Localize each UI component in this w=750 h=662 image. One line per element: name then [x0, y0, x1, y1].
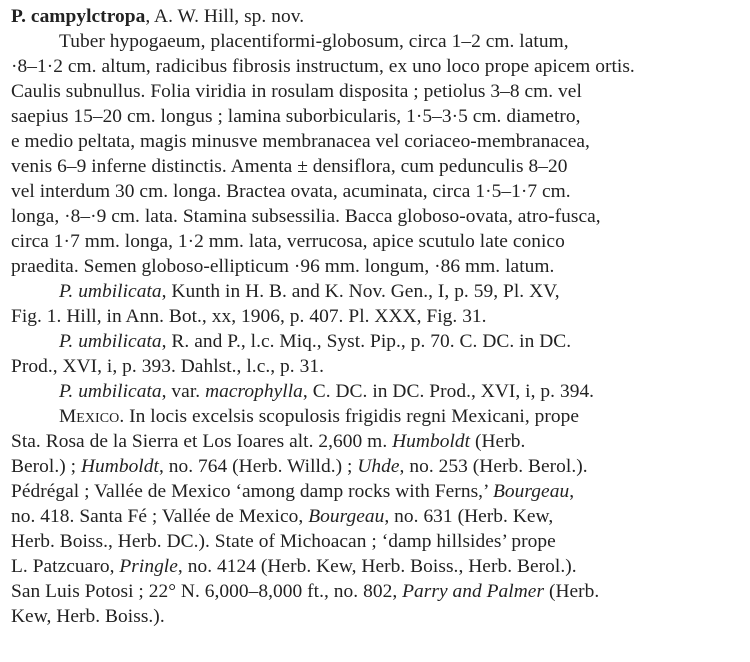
text-line [11, 79, 740, 104]
text-span: Caulis subnullus. Folia viridia in rosulam disposita ; petiolus 3–8 cm. vel [11, 81, 582, 102]
text-line [11, 304, 740, 329]
text-span: , no. 764 (Herb. Willd.) ; [158, 456, 358, 477]
italic-text: P. umbilicata [59, 381, 162, 402]
text-span: praedita. Semen globoso-ellipticum ·96 mm. longum, ·86 mm. latum. [11, 256, 555, 277]
text-line [11, 504, 740, 529]
text-span: longa, ·8–·9 cm. lata. Stamina subsessilia. Bacca globoso-ovata, atro-fusca, [11, 206, 601, 227]
italic-text: Bourgeau [493, 481, 570, 502]
text-span: no. 418. Santa Fé ; Vallée de Mexico, [11, 506, 309, 527]
text-span: , no. 631 (Herb. Kew, [384, 506, 554, 527]
text-span: ·8–1·2 cm. altum, radicibus fibrosis instructum, ex uno loco prope apicem ortis. [11, 56, 635, 77]
species-name: P. campylctropa [11, 6, 146, 27]
text-span: Fig. 1. Hill, in Ann. Bot., xx, 1906, p. 407. Pl. XXX, Fig. 31. [11, 306, 487, 327]
italic-text: Humboldt [392, 431, 471, 452]
text-span: , Kunth in H. B. and K. Nov. Gen., I, p. 59, Pl. XV, [161, 281, 560, 302]
text-span: San Luis Potosi ; 22° N. 6,000–8,000 ft., no. 802, [11, 581, 403, 602]
text-span: circa 1·7 mm. longa, 1·2 mm. lata, verrucosa, apice scutulo late conico [11, 231, 565, 252]
italic-text: macrophylla [205, 381, 303, 402]
text-line [11, 479, 740, 504]
italic-text: P. umbilicata [59, 331, 162, 352]
italic-text: P. umbilicata [59, 281, 162, 302]
text-span: Prod., XVI, i, p. 393. Dahlst., l.c., p. 31. [11, 356, 324, 377]
text-line [11, 454, 740, 479]
text-line [11, 429, 740, 454]
text-line [11, 179, 740, 204]
text-span: , R. and P., l.c. Miq., Syst. Pip., p. 70. C. DC. in DC. [161, 331, 572, 352]
italic-text: Uhde [357, 456, 400, 477]
text-span: e medio peltata, magis minusve membranacea vel coriaceo-membranacea, [11, 131, 590, 152]
text-line [11, 579, 740, 604]
italic-text: Humboldt [80, 456, 159, 477]
text-span: , [569, 481, 575, 502]
text-span: In locis excelsis scopulosis frigidis regni Mexicani, prope [124, 406, 580, 427]
text-line [11, 29, 740, 54]
text-span: , no. 253 (Herb. Berol.). [399, 456, 588, 477]
text-span: (Herb. [544, 581, 600, 602]
description-body [11, 29, 740, 629]
text-span: venis 6–9 inferne distinctis. Amenta ± densiflora, cum pedunculis 8–20 [11, 156, 568, 177]
text-span: Tuber hypogaeum, placentiformi-globosum, circa 1–2 cm. latum, [59, 31, 569, 52]
text-line [11, 329, 740, 354]
text-line [11, 54, 740, 79]
italic-text: Pringle [119, 556, 178, 577]
text-line [11, 229, 740, 254]
text-span: saepius 15–20 cm. longus ; lamina suborbicularis, 1·5–3·5 cm. diametro, [11, 106, 581, 127]
text-line [11, 104, 740, 129]
text-line [11, 404, 740, 429]
text-line [11, 529, 740, 554]
text-span: Berol.) ; [11, 456, 81, 477]
text-line [11, 604, 740, 629]
text-line [11, 154, 740, 179]
text-span: vel interdum 30 cm. longa. Bractea ovata, acuminata, circa 1·5–1·7 cm. [11, 181, 571, 202]
text-line [11, 354, 740, 379]
text-line [11, 554, 740, 579]
species-heading [11, 4, 740, 29]
text-line [11, 279, 740, 304]
locality-heading: Mexico. [59, 406, 125, 427]
species-authority: , A. W. Hill, sp. nov. [145, 6, 305, 27]
text-span: , var. [161, 381, 206, 402]
text-span: , no. 4124 (Herb. Kew, Herb. Boiss., Herb. Berol.). [177, 556, 577, 577]
text-span: Herb. Boiss., Herb. DC.). State of Michoacan ; ‘damp hillsides’ prope [11, 531, 556, 552]
text-line [11, 129, 740, 154]
text-line [11, 204, 740, 229]
text-span: L. Patzcuaro, [11, 556, 120, 577]
text-span: Pédrégal ; Vallée de Mexico ‘among damp rocks with Ferns,’ [11, 481, 494, 502]
text-line [11, 254, 740, 279]
italic-text: Bourgeau [308, 506, 385, 527]
text-span: Kew, Herb. Boiss.). [11, 606, 165, 627]
text-span: (Herb. [470, 431, 526, 452]
italic-text: Parry and Palmer [402, 581, 545, 602]
text-line [11, 379, 740, 404]
text-span: Sta. Rosa de la Sierra et Los Ioares alt. 2,600 m. [11, 431, 393, 452]
text-span: , C. DC. in DC. Prod., XVI, i, p. 394. [302, 381, 595, 402]
